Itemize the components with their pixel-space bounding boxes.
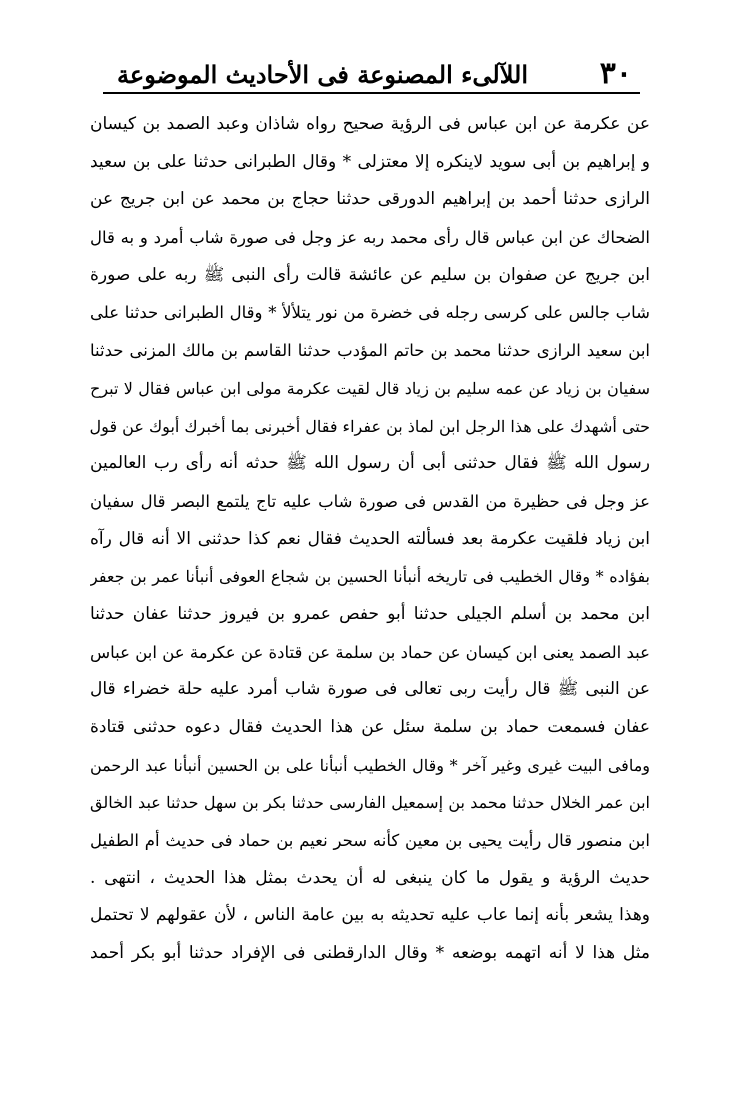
text-line: ابن منصور قال رأيت يحيى بن معين كأنه سحر نعيم بن حماد فى حديث أم الطفيل [90, 831, 650, 851]
text-line: الضحاك عن ابن عباس قال رأى محمد ربه عز وجل فى صورة شاب أمرد و به قال [90, 228, 650, 248]
text-line: الرازى حدثنا أحمد بن إبراهيم الدورقى حدثنا حجاج بن محمد عن ابن جريج عن [90, 189, 650, 210]
text-line: بفؤاده * وقال الخطيب فى تاريخه أنبأنا الحسين بن شجاع العوفى أنبأنا عمر بن جعفر [90, 567, 650, 587]
text-line: حديث الرؤية و يقول ما كان ينبغى له أن يحدث بمثل هذا الحديث ، انتهى . [90, 867, 650, 888]
text-line: عبد الصمد يعنى ابن كيسان عن حماد بن سلمة عن قتادة عن عكرمة عن ابن عباس [90, 642, 650, 662]
text-line: ابن جريج عن صفوان بن سليم عن عائشة قالت رأى النبى ﷺ ربه على صورة [90, 264, 650, 285]
body-text [90, 106, 650, 973]
text-line: مثل هذا لا أنه اتهمه بوضعه * وقال الدارقطنى فى الإفراد حدثنا أبو بكر أحمد [90, 943, 650, 964]
text-line: عفان فسمعت حماد بن سلمة سئل عن هذا الحديث فقال دعوه حدثنى قتادة [90, 717, 650, 737]
text-line: ومافى البيت غيرى وغير آخر * وقال الخطيب أنبأنا على بن الحسين أنبأنا عبد الرحمن [90, 755, 650, 775]
text-line: عز وجل فى حظيرة من القدس فى صورة شاب عليه تاج يلتمع البصر قال سفيان [90, 491, 650, 511]
text-line: وهذا يشعر بأنه إنما عاب عليه تحديثه به بين عامة الناس ، لأن عقولهم لا تحتمل [90, 905, 650, 926]
text-line: ابن زياد فلقيت عكرمة بعد فسألته الحديث فقال نعم كذا حدثنى الا أنه قال رآه [90, 528, 650, 549]
text-line: ابن سعيد الرازى حدثنا محمد بن حاتم المؤدب حدثنا القاسم بن مالك المزنى حدثنا [90, 341, 650, 361]
text-line: شاب جالس على كرسى رجله فى خضرة من نور يتلألأ * وقال الطبرانى حدثنا على [90, 303, 650, 323]
running-title: اللآلىء المصنوعة فى الأحاديث الموضوعة [117, 60, 528, 89]
text-line: سفيان بن زياد عن عمه سليم بن زياد قال لقيت عكرمة مولى ابن عباس فقال لا تبرح [90, 378, 650, 398]
text-line: ابن محمد بن أسلم الجيلى حدثنا أبو حفص عمرو بن فيروز حدثنا عفان حدثنا [90, 603, 650, 624]
text-line: و إبراهيم بن أبى سويد لاينكره إلا معتزلى * وقال الطبرانى حدثنا على بن سعيد [90, 151, 650, 172]
page-number: ٣٠ [599, 56, 632, 91]
header-rule [103, 92, 640, 94]
page-header [100, 50, 650, 92]
text-line: عن النبى ﷺ قال رأيت ربى تعالى فى صورة شاب أمرد عليه حلة خضراء قال [90, 679, 650, 700]
text-line: رسول الله ﷺ فقال حدثنى أبى أن رسول الله ﷺ حدثه أنه رأى رب العالمين [90, 453, 650, 474]
text-line: عن عكرمة عن ابن عباس فى الرؤية صحيح رواه شاذان وعبد الصمد بن كيسان [90, 114, 650, 134]
text-line: ابن عمر الخلال حدثنا محمد بن إسمعيل الفارسى حدثنا بكر بن سهل حدثنا عبد الخالق [90, 793, 650, 813]
text-line: حتى أشهدك على هذا الرجل ابن لماذ بن عفراء فقال أخبرنى بما أخبرك أبوك عن قول [90, 416, 650, 436]
